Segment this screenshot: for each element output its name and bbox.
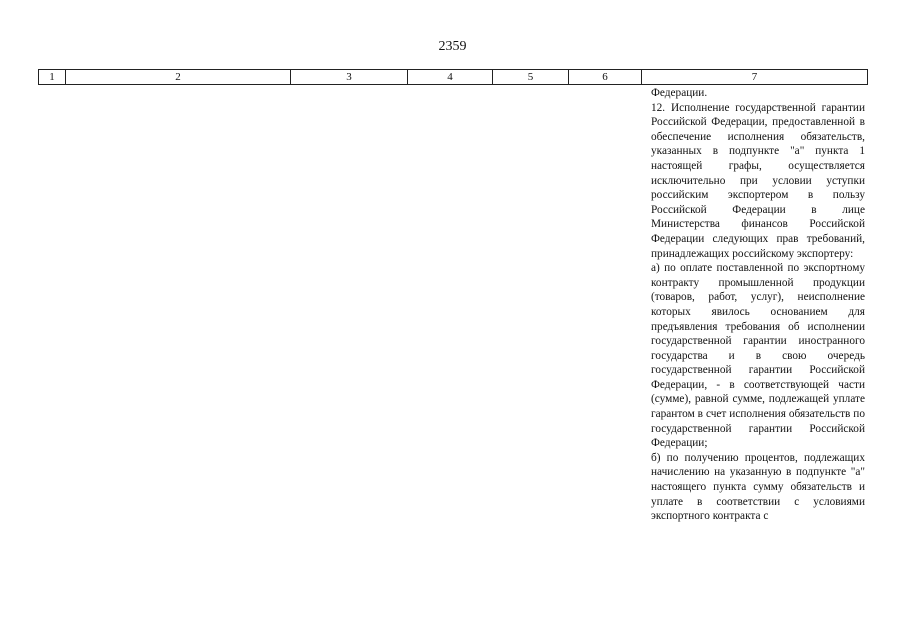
column-7-text bbox=[651, 86, 865, 524]
page-number: 2359 bbox=[438, 39, 467, 54]
column-number-1: 1 bbox=[39, 70, 66, 85]
paragraph-subitem-a: а) по оплате поставленной по экспортному контракту промышленной продукции (товаров, работ, услуг), неисполнение которых явилось основанием для предъявления требования об исполнении государственной гарантии иностранного государства и в свою очередь государственной гарантии Российской Федерации, - в соответствующей части (сумме), равной сумме, подлежащей уплате гарантом в счет исполнения обязательств по государственной гарантии Российской Федерации; bbox=[651, 262, 865, 450]
paragraph-subitem-b: б) по получению процентов, подлежащих начислению на указанную в подпункте "а" настоящего пункта сумму обязательств и уплате в соответствии с условиями экспортного контракта с bbox=[651, 451, 865, 523]
column-number-4: 4 bbox=[408, 70, 493, 85]
column-number-5: 5 bbox=[493, 70, 569, 85]
column-number-3: 3 bbox=[291, 70, 408, 85]
header-row bbox=[39, 70, 868, 85]
column-number-header bbox=[38, 69, 868, 85]
paragraph-continuation: Федерации. bbox=[651, 87, 708, 99]
column-number-7: 7 bbox=[642, 70, 868, 85]
column-number-2: 2 bbox=[66, 70, 291, 85]
paragraph-item-12: 12. Исполнение государственной гарантии Российской Федерации, предоставленной в обеспечение исполнения обязательств, указанных в подпункте "а" пункта 1 настоящей графы, осуществляется исключительно при условии уступки российским экспортером в пользу Российской Федерации в лице Министерства финансов Российской Федерации следующих прав требований, принадлежащих российскому экспортеру: bbox=[651, 101, 865, 260]
column-number-6: 6 bbox=[569, 70, 642, 85]
